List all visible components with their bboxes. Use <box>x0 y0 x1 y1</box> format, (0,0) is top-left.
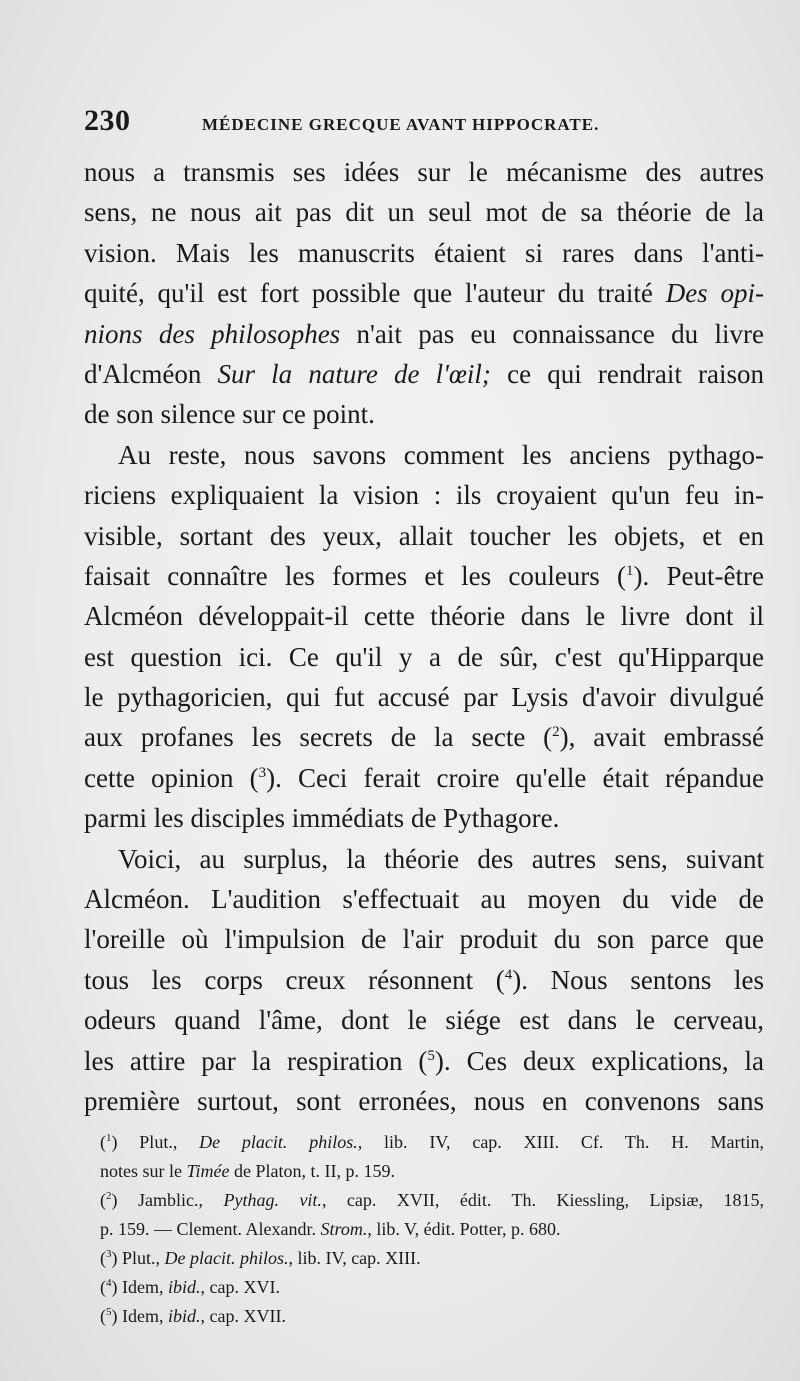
text-line: odeurs quand l'âme, dont le siége est dans le cerveau, <box>84 1005 764 1036</box>
text-line: le pythagoricien, qui fut accusé par Lysis d'avoir divulgué <box>84 682 764 713</box>
text-line <box>84 758 764 798</box>
text-line: vision. Mais les manuscrits étaient si rares dans l'anti- <box>84 237 764 268</box>
footnote-mark: 4 <box>106 1277 112 1289</box>
text-line: Au reste, nous savons comment les anciens pythago- <box>118 439 764 470</box>
text-run: d'Alcméon <box>84 358 218 389</box>
footnote-italic: ibid. <box>167 1277 201 1297</box>
page-header <box>84 104 764 140</box>
footnotes <box>100 1128 764 1331</box>
text-run: aux profanes les secrets de la secte ( <box>84 722 553 753</box>
footnote-ref: 3 <box>258 764 267 781</box>
running-head: MÉDECINE GRECQUE AVANT HIPPOCRATE. <box>202 115 600 134</box>
footnote-ref: 4 <box>504 966 513 983</box>
italic-title: nions des philosophes <box>84 318 341 349</box>
footnote-5: ($^5$) Idem, ibid., cap. XVII. <box>100 1306 286 1326</box>
text-run: ). Ceci ferait croire qu'elle était répandue <box>266 762 765 793</box>
footnote-text: , lib. IV, cap. XIII. <box>288 1248 421 1268</box>
italic-title: Des opi- <box>665 278 765 309</box>
text-line: Alcméon. L'audition s'effectuait au moyen du vide de <box>84 884 764 915</box>
footnote-2: ($^2$) Jamblic., Pythag. vit., cap. XVII, édit. Th. Kiessling, Lipsiæ, 1815, <box>100 1190 764 1210</box>
footnote-mark: 2 <box>106 1190 112 1202</box>
footnote-text: , cap. XVII. <box>200 1306 286 1326</box>
footnote-italic: De placit. philos. <box>199 1132 358 1152</box>
text-run: quité, qu'il est fort possible que l'auteur du traité <box>84 278 666 309</box>
footnote-3: ($^3$) Plut., De placit. philos., lib. IV, cap. XIII. <box>100 1248 421 1268</box>
footnote-text: , lib. V, édit. Potter, p. 680. <box>367 1219 561 1239</box>
text-run: n'ait pas eu connaissance du livre <box>340 318 764 349</box>
footnote-italic: Strom. <box>320 1219 368 1239</box>
text-line <box>84 314 764 354</box>
footnote-text: ) Jamblic., <box>111 1190 224 1210</box>
text-line: première surtout, sont erronées, nous en convenons sans <box>84 1085 764 1116</box>
text-line <box>84 354 764 394</box>
footnote-ref: 5 <box>427 1047 435 1064</box>
main-text <box>84 152 764 1121</box>
text-line <box>84 1041 764 1081</box>
footnote-1: ($^1$) Plut., De placit. philos., lib. IV, cap. XIII. Cf. Th. H. Martin, <box>100 1132 764 1152</box>
footnote-text: , cap. XVI. <box>200 1277 280 1297</box>
text-line <box>84 273 764 313</box>
text-line <box>84 556 764 596</box>
text-run: ce qui rendrait raison <box>490 358 764 389</box>
text-run: ). Peut-être <box>633 560 764 591</box>
text-line: nous a transmis ses idées sur le mécanisme des autres <box>84 157 764 187</box>
text-line: l'oreille où l'impulsion de l'air produit du son parce que <box>84 924 764 955</box>
text-line: riciens expliquaient la vision : ils croyaient qu'un feu in- <box>84 480 764 511</box>
footnote-ref: 1 <box>626 562 634 579</box>
footnote-mark: 1 <box>106 1132 112 1144</box>
footnote-italic: Pythag. vit. <box>223 1190 322 1210</box>
text-run: cette opinion ( <box>84 762 259 793</box>
footnote-italic: ibid. <box>167 1306 201 1326</box>
text-line: Voici, au surplus, la théorie des autres sens, suivant <box>118 843 764 874</box>
footnote-1-cont <box>100 1157 764 1186</box>
text-run: les attire par la respiration ( <box>84 1045 428 1076</box>
footnote-text: ) Plut., <box>111 1132 200 1152</box>
footnote-text: notes sur le <box>100 1161 187 1181</box>
text-run: ), avait embrassé <box>559 722 764 753</box>
text-run: faisait connaître les formes et les couleurs ( <box>84 560 627 591</box>
footnote-ref: 2 <box>552 724 560 741</box>
footnote-2-cont <box>100 1215 764 1244</box>
footnote-4: ($^4$) Idem, ibid., cap. XVI. <box>100 1277 280 1297</box>
text-run: ). Nous sentons les <box>512 964 764 995</box>
text-line: de son silence sur ce point. <box>84 399 375 430</box>
footnote-text: de Platon, t. II, p. 159. <box>229 1161 395 1181</box>
footnote-text: , cap. XVII, édit. Th. Kiessling, Lipsiæ, 1815, <box>321 1190 764 1210</box>
text-line: est question ici. Ce qu'il y a de sûr, c'est qu'Hipparque <box>84 641 764 672</box>
footnote-text: ) Idem, <box>111 1277 168 1297</box>
footnote-text: , lib. IV, cap. XIII. Cf. Th. H. Martin, <box>357 1132 764 1152</box>
text-line: Alcméon développait-il cette théorie dans le livre dont il <box>84 601 764 632</box>
text-line <box>84 960 764 1000</box>
footnote-italic: Timée <box>186 1161 230 1181</box>
italic-title: Sur la nature de l'œil; <box>217 358 491 389</box>
text-run: tous les corps creux résonnent ( <box>84 964 505 995</box>
text-run: ). Ces deux explications, la <box>434 1045 764 1076</box>
footnote-mark: 3 <box>106 1248 112 1260</box>
footnote-mark: 5 <box>106 1306 112 1318</box>
text-line: parmi les disciples immédiats de Pythagore. <box>84 803 560 834</box>
footnote-italic: De placit. philos. <box>164 1248 289 1268</box>
text-line: visible, sortant des yeux, allait toucher les objets, et en <box>84 520 764 551</box>
page-number: 230 <box>84 104 131 137</box>
footnote-text: ) Idem, <box>111 1306 168 1326</box>
footnote-text: p. 159. — Clement. Alexandr. <box>100 1219 321 1239</box>
footnote-text: ) Plut., <box>111 1248 165 1268</box>
text-line <box>84 717 764 757</box>
text-line: sens, ne nous ait pas dit un seul mot de sa théorie de la <box>84 197 764 228</box>
